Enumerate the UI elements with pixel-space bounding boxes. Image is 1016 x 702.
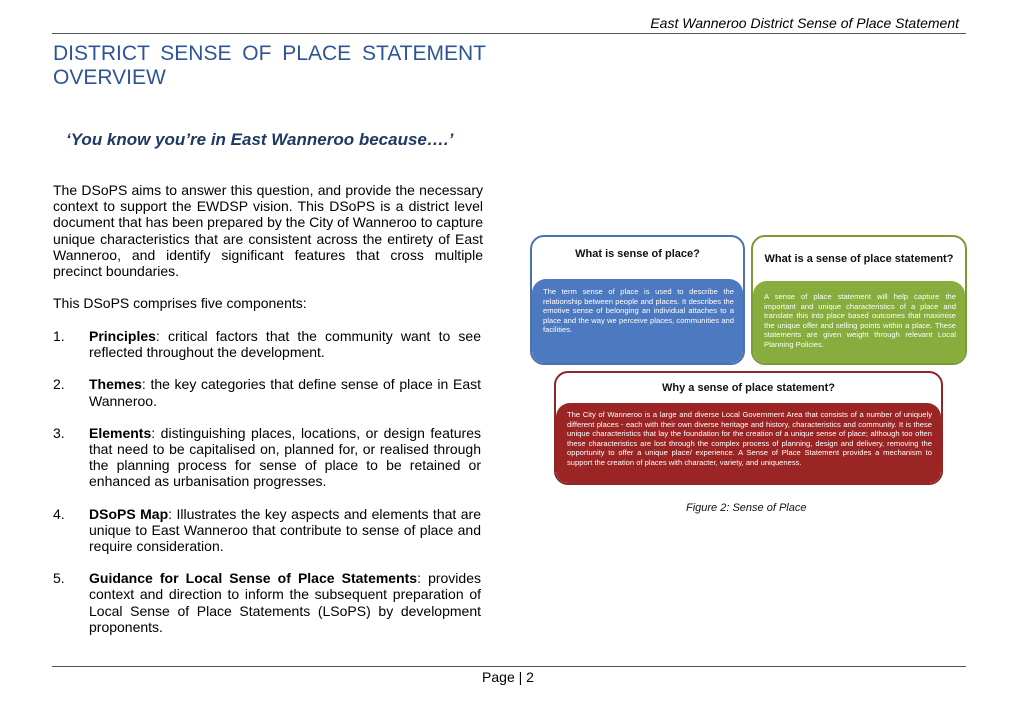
intro-paragraph: The DSoPS aims to answer this question, and provide the necessary context to support the EWDSP vision. This DSoPS is a district level document that has been prepared by the City of Wanneroo to capture unique characteristics that are consistent across the entirety of East Wanneroo, and identify significant features that cross multiple precinct boundaries. [53, 182, 483, 280]
why-statement-body: The City of Wanneroo is a large and diverse Local Government Area that consists of a number of uniquely different places - each with their own diverse heritage and history, characteristics and community. It is these unique characteristics that lay the foundation for the creation of a unique sense of place; although too often these characteristics are lost through the complex process of planning, design and delivery, removing the opportunity to offer a unique place/ experience. A Sense of Place Statement provides a mechanism to support the creation of places with character, variety, and uniqueness. [556, 403, 941, 483]
list-item-text: : critical factors that the community want to see reflected throughout the development. [89, 328, 481, 361]
list-item [53, 425, 481, 490]
header-divider [52, 33, 966, 34]
components-intro: This DSoPS comprises five components: [53, 295, 307, 311]
tagline: ‘You know you’re in East Wanneroo because….’ [66, 130, 454, 149]
list-item-text: : distinguishing places, locations, or design features that need to be capitalised on, planned for, or realised through the planning process for sense of place to be retained or enhanced as urbanisation progresses. [89, 424, 481, 490]
sense-of-place-heading: What is sense of place? [575, 247, 700, 260]
list-item [53, 506, 481, 555]
list-item-number: 2. [53, 376, 65, 393]
list-item [53, 328, 481, 360]
page-title [53, 42, 486, 90]
sense-of-place-statement-box [751, 235, 967, 365]
page-title-line2: OVERVIEW [53, 66, 166, 89]
list-item-text: : the key categories that define sense of place in East Wanneroo. [89, 376, 481, 409]
page-title-line1: DISTRICT SENSE OF PLACE STATEMENT [53, 42, 486, 65]
list-item-term: Principles [89, 328, 156, 344]
list-item-term: DSoPS Map [89, 505, 169, 522]
footer-divider [52, 666, 966, 667]
sense-of-place-box [530, 235, 745, 365]
list-item [53, 376, 481, 408]
list-item-number: 5. [53, 570, 65, 587]
page-number: Page | 2 [482, 669, 534, 685]
list-item-number: 1. [53, 328, 65, 344]
sense-of-place-statement-heading: What is a sense of place statement? [764, 252, 954, 265]
list-item-number: 3. [53, 424, 65, 441]
list-item-term: Elements [89, 424, 152, 441]
list-item-term: Themes [89, 376, 142, 393]
list-item-term: Guidance for Local Sense of Place Statements [89, 570, 418, 587]
why-statement-heading: Why a sense of place statement? [662, 382, 835, 394]
list-item-text: : provides context and direction to inform the subsequent preparation of Local Sense of Place Statements (LSoPS) by development proponents. [89, 570, 481, 635]
list-item [53, 570, 481, 635]
why-statement-box [554, 371, 943, 485]
components-list [53, 328, 481, 651]
figure-caption: Figure 2: Sense of Place [686, 502, 807, 514]
sense-of-place-statement-body: A sense of place statement will help capture the important and unique characteristics of a place and translate this into place based outcomes that maximise the unique offer and selling points within a place. These statements are given weight through relevant Local Planning Policies. [753, 281, 965, 363]
sense-of-place-body: The term sense of place is used to describe the relationship between people and places. It describes the emotive sense of belonging an individual attaches to a place and the way we perceive places, communities and facilities. [532, 279, 743, 363]
list-item-number: 4. [53, 505, 65, 522]
list-item-text: : Illustrates the key aspects and elements that are unique to East Wanneroo that contribute to sense of place and require consideration. [89, 505, 481, 555]
running-header: East Wanneroo District Sense of Place Statement [650, 15, 959, 31]
